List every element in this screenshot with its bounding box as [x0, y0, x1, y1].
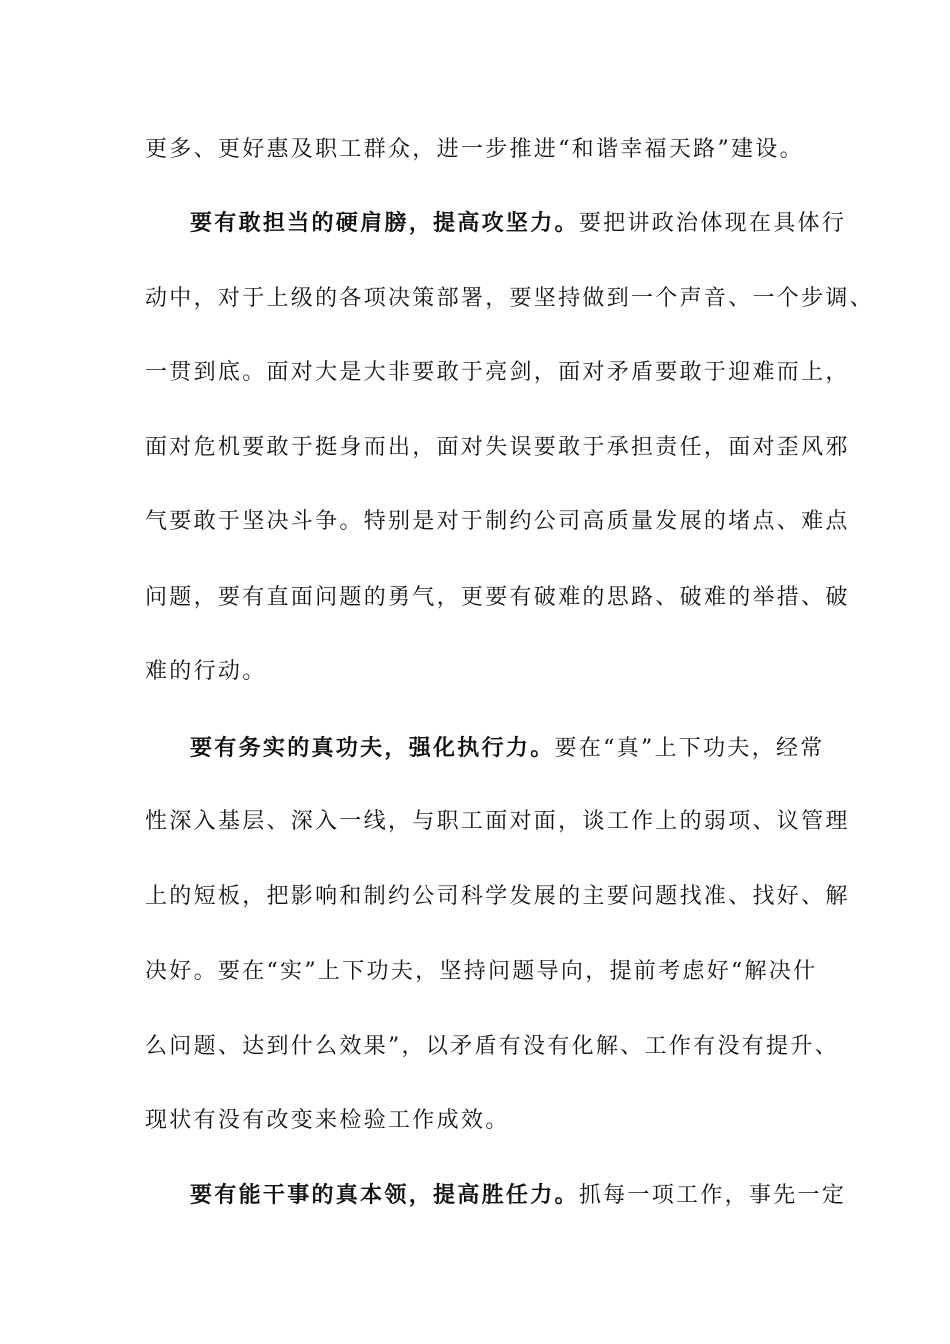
paragraph-heading: 要有敢担当的硬肩膀，提高攻坚力。: [190, 210, 579, 236]
body-text-line: 上的短板，把影响和制约公司科学发展的主要问题找准、找好、解: [145, 884, 850, 909]
body-text-line: 一贯到底。面对大是大非要敢于亮剑，面对矛盾要敢于迎难而上，: [145, 360, 850, 385]
body-text: 要把讲政治体现在具体行: [578, 211, 847, 236]
paragraph-heading: 要有务实的真功夫，强化执行力。: [190, 735, 555, 761]
body-text-line: 问题，要有直面问题的勇气，更要有破难的思路、破难的举措、破: [145, 585, 850, 610]
body-text-line: 么问题、达到什么效果”，以矛盾有没有化解、工作有没有提升、: [145, 1034, 839, 1059]
paragraph-first-line: [190, 1180, 846, 1211]
body-text-line: 动中，对于上级的各项决策部署，要坚持做到一个声音、一个步调、: [145, 286, 875, 311]
body-text-line: 现状有没有改变来检验工作成效。: [145, 1108, 510, 1133]
body-text-line: 难的行动。: [145, 659, 267, 684]
body-text-line: 性深入基层、深入一线，与职工面对面，谈工作上的弱项、议管理: [145, 809, 850, 834]
body-text-line: 更多、更好惠及职工群众，进一步推进“和谐幸福天路”建设。: [145, 137, 804, 162]
paragraph-heading: 要有能干事的真本领，提高胜任力。: [190, 1182, 579, 1208]
paragraph-first-line: [190, 733, 825, 764]
body-text-line: 决好。要在“实”上下功夫，坚持问题导向，提前考虑好“解决什: [145, 959, 818, 984]
body-text: 抓每一项工作，事先一定: [578, 1183, 847, 1208]
body-text-line: 面对危机要敢于挺身而出，面对失误要敢于承担责任，面对歪风邪: [145, 435, 850, 460]
paragraph-first-line: [190, 208, 846, 239]
body-text-line: 气要敢于坚决斗争。特别是对于制约公司高质量发展的堵点、难点: [145, 509, 850, 534]
body-text: 要在“真”上下功夫，经常: [554, 736, 825, 761]
